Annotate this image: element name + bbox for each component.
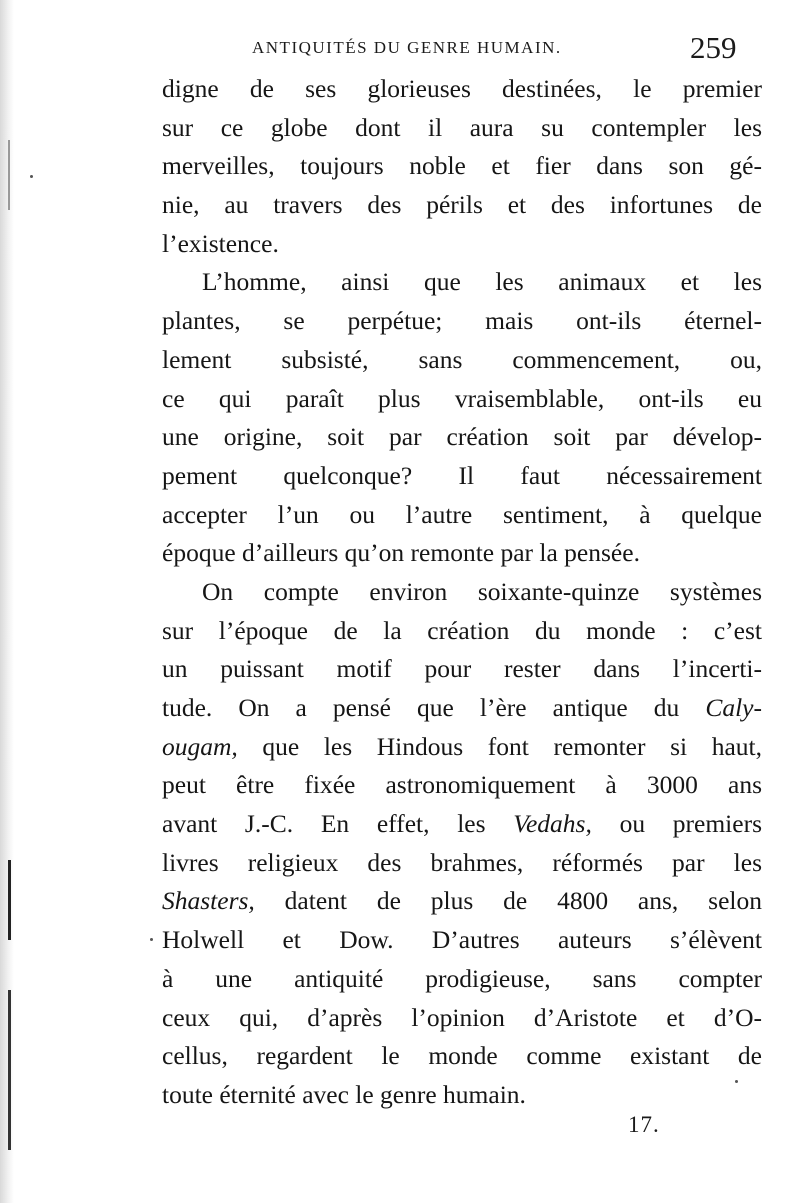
italic-term: ougam, <box>162 731 238 761</box>
paper-speck <box>735 1080 738 1083</box>
text-line: Holwell et Dow. D’autres auteurs s’élèvent <box>162 925 762 955</box>
text-line: pement quelconque? Il faut nécessairement <box>162 460 762 490</box>
text-line: sur ce globe dont il aura su contempler les <box>162 112 762 142</box>
text-line-part: tude. On a pensé que l’ère antique du <box>162 693 706 722</box>
text-line-part: datent de plus de 4800 ans, selon <box>254 886 762 916</box>
text-line <box>162 882 762 921</box>
text-line-part: que les Hindous font remonter si haut, <box>237 731 762 761</box>
text-line: nie, au travers des périls et des infortunes de <box>162 190 762 220</box>
italic-term: Caly- <box>705 693 762 722</box>
body-text <box>162 70 762 1115</box>
binding-mark <box>8 990 11 1150</box>
text-line: ceux qui, d’après l’opinion d’Aristote et d’O- <box>162 1002 762 1032</box>
text-line: livres religieux des brahmes, réformés par les <box>162 847 762 877</box>
paper-speck <box>30 175 33 178</box>
text-line: peut être fixée astronomiquement à 3000 ans <box>162 770 762 800</box>
binding-edge <box>0 0 14 1203</box>
signature-mark: 17. <box>628 1112 660 1137</box>
text-line <box>162 805 762 844</box>
text-line: plantes, se perpétue; mais ont-ils éternel- <box>162 306 762 336</box>
text-line-part: ou premiers <box>591 809 762 839</box>
text-line: époque d’ailleurs qu’on remonte par la pensée. <box>162 538 640 568</box>
text-line: sur l’époque de la création du monde : c’est <box>162 615 762 645</box>
binding-mark <box>8 860 11 940</box>
text-line <box>162 728 762 767</box>
text-line: L’homme, ainsi que les animaux et les <box>202 267 762 297</box>
running-title: ANTIQUITÉS DU GENRE HUMAIN. <box>252 38 562 57</box>
binding-mark <box>8 140 10 210</box>
italic-term: Vedahs, <box>513 809 592 839</box>
text-line: digne de ses glorieuses destinées, le premier <box>162 74 762 103</box>
text-line: accepter l’un ou l’autre sentiment, à quelque <box>162 499 762 529</box>
text-line: à une antiquité prodigieuse, sans compter <box>162 963 762 993</box>
running-head <box>0 30 800 64</box>
text-line: cellus, regardent le monde comme existant de <box>162 1041 762 1071</box>
text-line: l’existence. <box>162 228 279 258</box>
paper-speck <box>150 938 153 941</box>
italic-term: Shasters, <box>162 886 255 916</box>
text-line-part: avant J.-C. En effet, les <box>162 809 514 839</box>
text-line: une origine, soit par création soit par dévelop- <box>162 422 762 452</box>
text-line: toute éternité avec le genre humain. <box>162 1079 526 1109</box>
text-line: ce qui paraît plus vraisemblable, ont-ils eu <box>162 383 762 413</box>
page-number: 259 <box>690 30 737 65</box>
text-line: lement subsisté, sans commencement, ou, <box>162 344 762 374</box>
text-line: On compte environ soixante-quinze systèmes <box>202 576 762 606</box>
text-line: un puissant motif pour rester dans l’incerti- <box>162 654 762 684</box>
text-line <box>162 689 762 728</box>
text-line: merveilles, toujours noble et fier dans son gé- <box>162 151 762 181</box>
